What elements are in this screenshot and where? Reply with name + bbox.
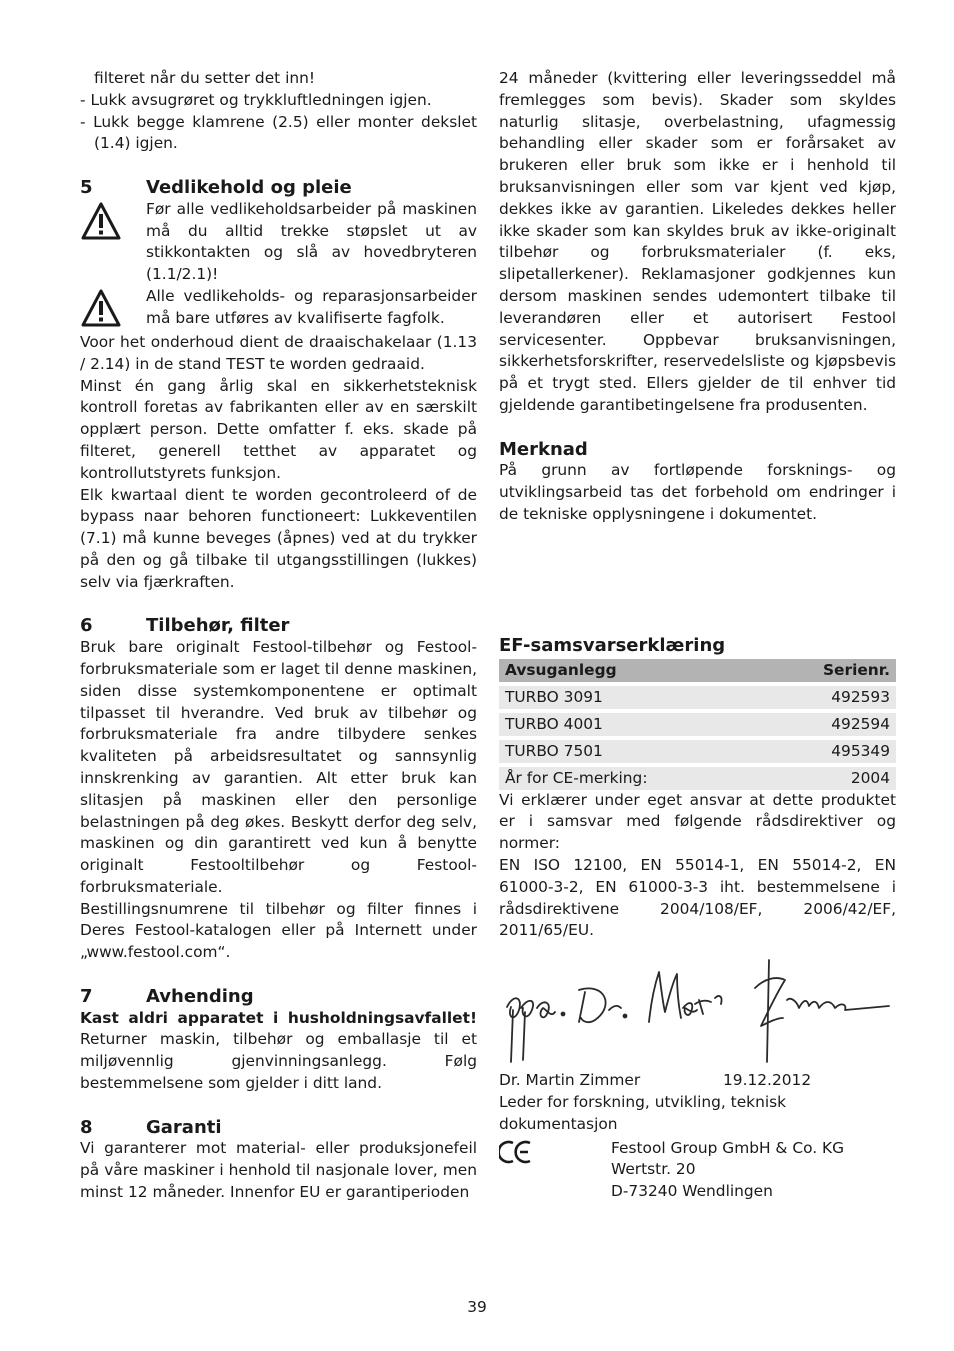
left-column: [80, 68, 477, 1204]
warning-triangle-icon: [80, 286, 146, 332]
section-5-heading: 5 Vedlikehold og pleie: [80, 176, 352, 198]
ce-mark-icon: [499, 1138, 611, 1203]
right-column: [499, 68, 896, 1203]
address-line: D-73240 Wendlingen: [611, 1182, 773, 1201]
signer-name: Dr. Martin Zimmer: [499, 1071, 641, 1090]
intro-line: filteret når du setter det inn!: [94, 69, 316, 87]
paragraph: EN ISO 12100, EN 55014-1, EN 55014-2, EN 61000-3-2, EN 61000-3-3 iht. bestemmelsene i rådsdirektivene 2004/108/EF, 2006/42/EF, 2011/65/EU.: [499, 855, 896, 940]
warning-text: Alle vedlikeholds- og reparasjonsarbeider må bare utføres av kvalifiserte fagfolk.: [146, 286, 477, 327]
company-address: [499, 1138, 896, 1203]
table-header-cell: Serienr.: [762, 659, 896, 682]
paragraph: 24 måneder (kvittering eller leveringsseddel må fremlegges som bevis). Skader som skyldes naturlig slitasje, overbelastning, ufagmessig behandling eller skader som er forårsaket av brukeren eller bruk som ikke er i henhold til bruksanvisningen eller som var kjent ved kjøp, dekkes ikke av garantien. Likeledes dekkes heller ikke skader som kan skyldes bruk av ikke-originalt tilbehør og forbruksmaterialer (f. eks, slipetallerkener). Reklamasjoner godkjennes kun dersom maskinen sendes udemontert tilbake til leverandøren eller et autorisert Festool servicesenter. Oppbevar bruksanvisningen, sikkerhetsforskrifter, reservedelsliste og kjøpsbevis på et trygt sted. Ellers gjelder de til enhver tid gjeldende garantibetingelsene fra produsenten.: [499, 69, 896, 414]
merknad-heading: Merknad: [499, 438, 588, 460]
table-row: [499, 686, 896, 709]
signer-role: Leder for forskning, utvikling, teknisk dokumentasjon: [499, 1092, 787, 1133]
paragraph: Voor het onderhoud dient de draaischakelaar (1.13 / 2.14) in de stand TEST te worden gedraaid.: [80, 332, 477, 373]
paragraph: Elk kwartaal dient te worden gecontroleerd of de bypass naar behoren functioneert: Lukkeventilen (7.1) må kunne beveges (åpnes) ved at du trykker på den og gå tilbake til utgangsstillingen (lukkes) selv via fjærkraften.: [80, 485, 477, 591]
address-line: Festool Group GmbH & Co. KG: [611, 1138, 845, 1157]
table-cell: 2004: [762, 767, 896, 790]
table-row: [499, 740, 896, 763]
table-row: [499, 713, 896, 736]
table-header: [499, 659, 896, 682]
section-6-heading: 6 Tilbehør, filter: [80, 615, 290, 637]
warning-block-1: [80, 199, 477, 286]
table-cell: 495349: [762, 740, 896, 763]
table-cell: 492593: [762, 686, 896, 709]
intro-bullet: - Lukk avsugrøret og trykkluftledningen igjen.: [80, 90, 432, 109]
warning-triangle-icon: [80, 199, 146, 245]
table-cell: TURBO 3091: [499, 686, 762, 709]
section-8-heading: 8 Garanti: [80, 1116, 222, 1138]
paragraph: På grunn av fortløpende forsknings- og utviklingsarbeid tas det forbehold om endringer i de tekniske opplysningene i dokumentet.: [499, 461, 896, 523]
paragraph: Bestillingsnumrene til tilbehør og filter finnes i Deres Festool-katalogen eller på Internett under „www.festool.com“.: [80, 899, 477, 962]
paragraph: Vi erklærer under eget ansvar at dette produktet er i samsvar med følgende rådsdirektiver og normer:: [499, 790, 896, 853]
signature-date: 19.12.2012: [723, 1071, 812, 1090]
intro-bullet: - Lukk begge klamrene (2.5) eller monter dekslet (1.4) igjen.: [80, 112, 477, 153]
table-header-cell: Avsuganlegg: [499, 659, 762, 682]
paragraph: Kast aldri apparatet i husholdningsavfallet! Returner maskin, tilbehør og emballasje til et miljøvennlig gjenvinningsanlegg. Følg bestemmelsene som gjelder i ditt land.: [80, 1008, 477, 1093]
address-line: Wertstr. 20: [611, 1160, 696, 1179]
table-cell: År for CE-merking:: [499, 767, 762, 790]
paragraph: Minst én gang årlig skal en sikkerhetsteknisk kontroll foretas av fabrikanten eller av en særskilt opplært person. Dette omfatter f. eks. skade på filteret, generell tetthet av apparatet og kontrollutstyrets funksjon.: [80, 376, 477, 482]
paragraph: Vi garanterer mot material- eller produksjonefeil på våre maskiner i henhold til nasjonale lover, men minst 12 måneder. Innenfor EU er garantiperioden: [80, 1139, 477, 1202]
section-7-heading: 7 Avhending: [80, 985, 254, 1007]
table-cell: TURBO 7501: [499, 740, 762, 763]
page-number: 39: [467, 1298, 487, 1316]
ce-product-table: [499, 655, 896, 794]
warning-text: Før alle vedlikeholdsarbeider på maskinen må du alltid trekke støpslet ut av stikkontakten og slå av hovedbryteren (1.1/2.1)!: [146, 199, 477, 284]
warning-block-2: [80, 286, 477, 332]
paragraph: Bruk bare originalt Festool-tilbehør og Festool-forbruksmateriale som er laget til denne maskinen, siden disse systemkomponentene er optimalt tilpasset til hverandre. Ved bruk av tilbehør og forbruksmateriale fra andre tilbydere senkes kvaliteten på arbeidsresultatet og sannsynlig innskrenking av garantien. Alt etter bruk kan slitasjen på maskinen eller den personlige belastningen på deg økes. Beskytt derfor deg selv, maskinen og din garantirett ved kun å benytte originalt Festooltilbehør og Festool-forbruksmateriale.: [80, 638, 477, 896]
signer-line: [499, 1070, 896, 1092]
ce-declaration-heading: EF-samsvarserklæring: [499, 634, 726, 656]
table-cell: 492594: [762, 713, 896, 736]
table-row: [499, 767, 896, 790]
table-cell: TURBO 4001: [499, 713, 762, 736]
handwritten-signature-icon: [499, 952, 896, 1070]
signature: [499, 952, 896, 1070]
